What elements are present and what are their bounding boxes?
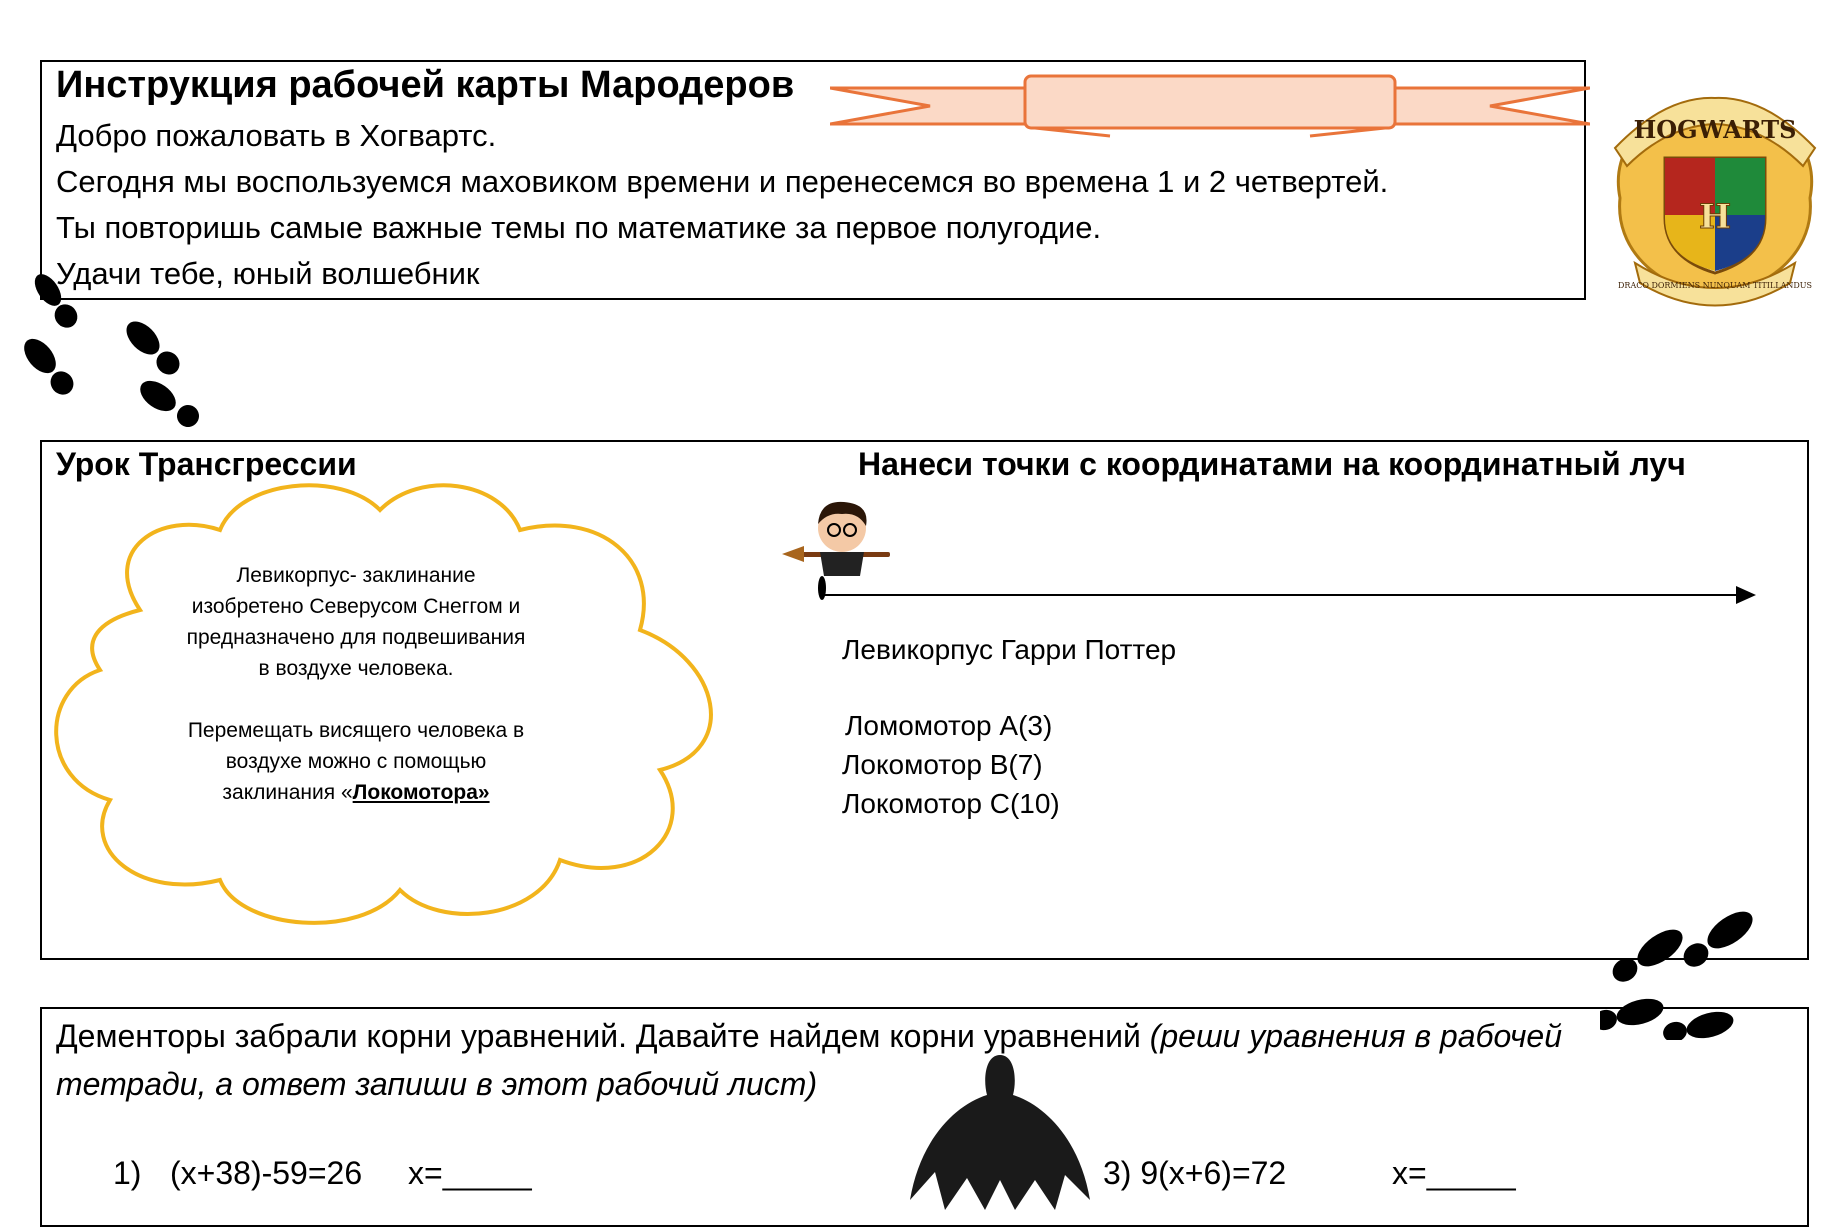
point-b: Локомотор В(7) bbox=[842, 749, 1043, 780]
point-a: Ломомотор А(3) bbox=[845, 710, 1053, 741]
cloud-line: воздухе можно с помощью bbox=[225, 750, 487, 773]
cloud-line: изобретено Северусом Снеггом и bbox=[191, 595, 521, 618]
crest-banner-text: HOGWARTS bbox=[1633, 115, 1797, 144]
cloud-line: в воздухе человека. bbox=[258, 657, 454, 680]
eq1-answer: x=_____ bbox=[408, 1155, 532, 1191]
ray-caption: Левикорпус Гарри Поттер bbox=[842, 634, 1177, 665]
cloud-line: Левикорпус- заклинание bbox=[236, 564, 476, 587]
instructions-line-3: Ты повторишь самые важные темы по математике за первое полугодие. bbox=[56, 210, 1102, 245]
instructions-line-2: Сегодня мы воспользуемся маховиком времени и перенесемся во времена 1 и 2 четвертей. bbox=[56, 164, 1389, 199]
crest-letter: H bbox=[1698, 197, 1732, 237]
eq3: 3) 9(x+6)=72 bbox=[1103, 1155, 1287, 1191]
eq1: (x+38)-59=26 bbox=[170, 1155, 363, 1191]
coordinate-ray bbox=[820, 580, 1760, 610]
eq1-number: 1) bbox=[113, 1155, 142, 1191]
cloud-prefix: заклинания « bbox=[222, 781, 353, 804]
crest-motto: DRACO DORMIENS NUNQUAM TITILLANDUS bbox=[1618, 281, 1812, 290]
instructions-line-4: Удачи тебе, юный волшебник bbox=[56, 256, 480, 291]
cloud-line: предназначено для подвешивания bbox=[186, 626, 526, 649]
dementor-icon bbox=[905, 1050, 1095, 1210]
instructions-line-1: Добро пожаловать в Хогвартс. bbox=[56, 118, 497, 153]
cloud-line: Перемещать висящего человека в bbox=[187, 719, 525, 742]
eq3-answer: x=_____ bbox=[1392, 1155, 1516, 1191]
transgression-title: Урок Трансгрессии bbox=[56, 446, 357, 482]
ribbon-banner bbox=[830, 68, 1590, 138]
dementors-task-text bbox=[56, 1012, 1696, 1108]
cloud-line-last bbox=[150, 777, 562, 808]
dementors-text-italic: (реши уравнения в рабочей тетради, а ответ запиши в этот рабочий лист) bbox=[56, 1018, 1563, 1102]
dementors-text-normal: Дементоры забрали корни уравнений. Давайте найдем корни уравнений bbox=[56, 1018, 1150, 1054]
locomotor-term: Локомотора» bbox=[352, 781, 490, 804]
point-c: Локомотор С(10) bbox=[842, 788, 1060, 819]
task-title: Нанеси точки с координатами на координатный луч bbox=[858, 446, 1686, 482]
footprints-icon bbox=[18, 268, 218, 428]
instructions-title: Инструкция рабочей карты Мародеров bbox=[56, 64, 795, 106]
hogwarts-crest-icon bbox=[1605, 88, 1825, 308]
cloud-text bbox=[150, 560, 562, 808]
